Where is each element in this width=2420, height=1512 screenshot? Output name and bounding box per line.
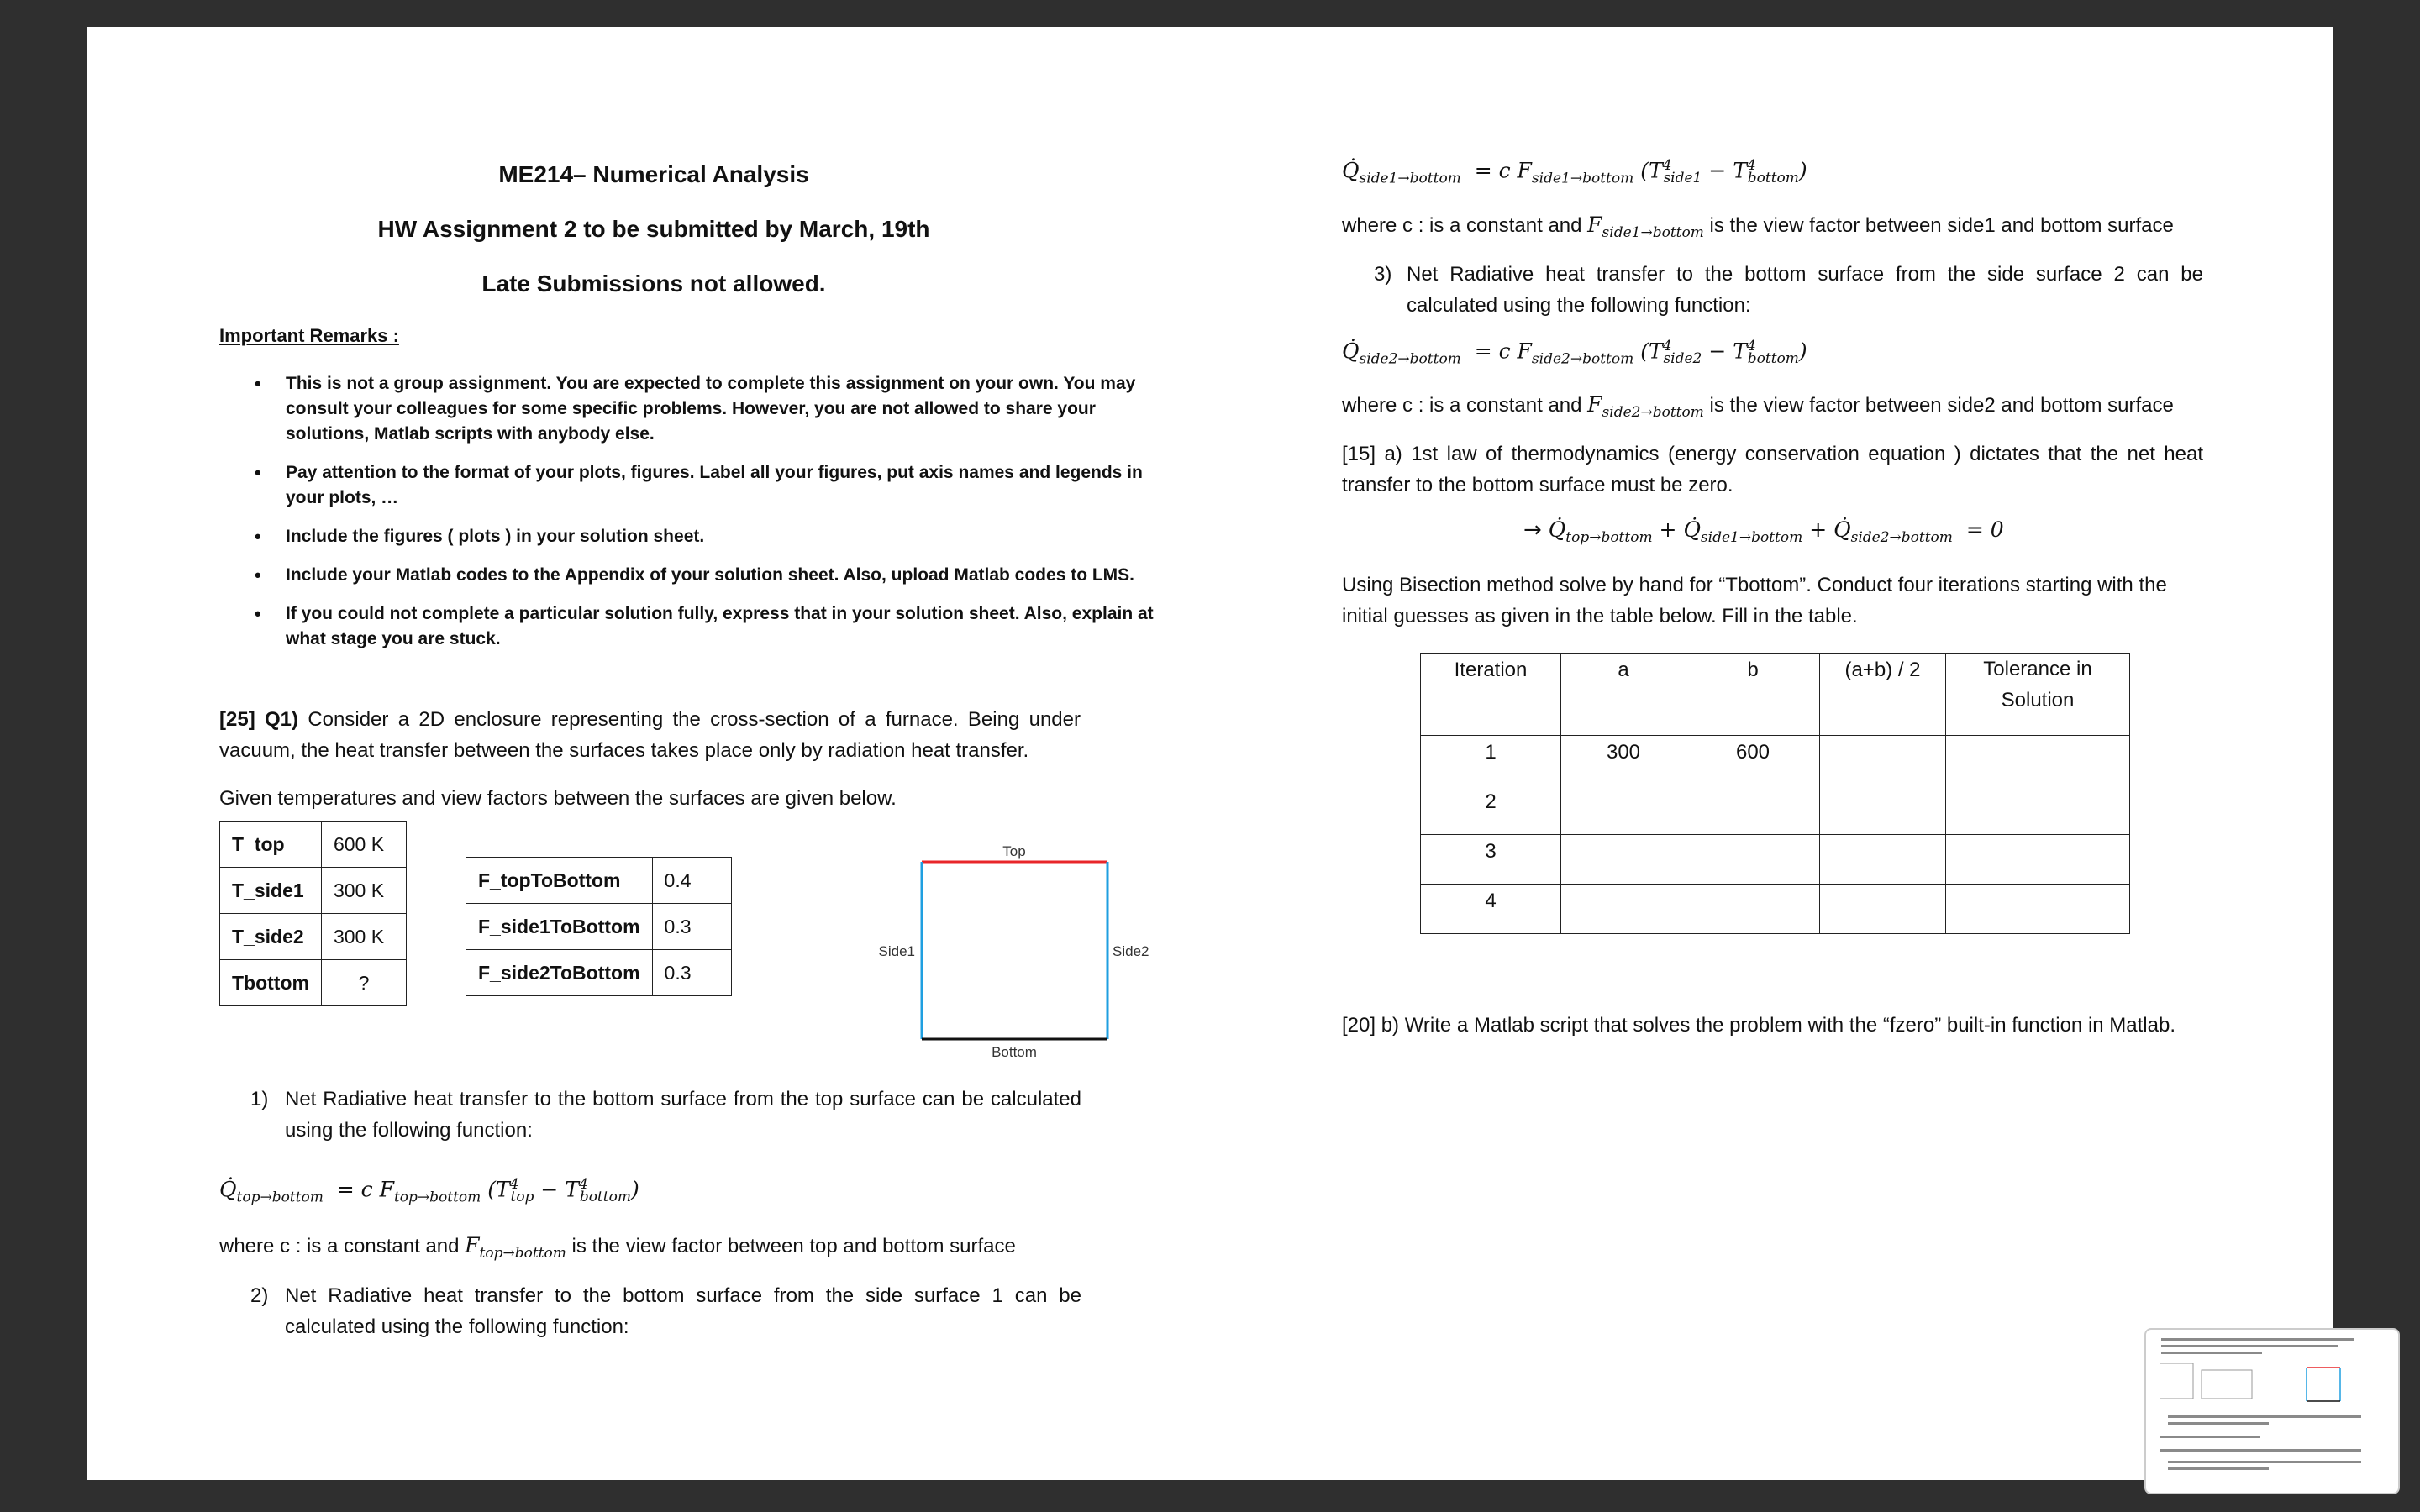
side1-label: Side1 bbox=[878, 943, 915, 959]
table-row bbox=[1421, 736, 2130, 785]
page-thumbnail[interactable] bbox=[2144, 1328, 2400, 1494]
table-cell bbox=[1561, 835, 1686, 885]
table-cell bbox=[1686, 885, 1820, 934]
item2-where: where c : is a constant and $F_{side1\to bottom}$ is the view factor between side1 and bottom surface bbox=[1342, 213, 2174, 241]
table-cell bbox=[1820, 785, 1946, 835]
energy-balance-equation: → $Q̇_{top\to bottom}$ + $Q̇_{side1\to bottom}$ + $Q̇_{side2\to bottom} = 0$ bbox=[1523, 517, 2004, 546]
table-cell bbox=[1686, 835, 1820, 885]
assignment-title: HW Assignment 2 to be submitted by March, 19th bbox=[377, 216, 930, 242]
table-cell: 3 bbox=[1421, 835, 1561, 885]
table-cell bbox=[1946, 736, 2130, 785]
column-header: Tolerance in Solution bbox=[1946, 654, 2130, 736]
temp-name: T_side2 bbox=[220, 914, 322, 960]
item2-number: 2) bbox=[250, 1284, 269, 1307]
table-row bbox=[1421, 785, 2130, 835]
part-b-text: [20] b) Write a Matlab script that solves the problem with the “fzero” built-in function in Matlab. bbox=[1342, 1014, 2175, 1037]
formula-top-bottom: $Q̇_{top\to bottom} = c$ $F_{top\to bottom}$ $(T^4_{top} - T^4_{bottom})$ bbox=[219, 1176, 639, 1206]
column-header: b bbox=[1686, 654, 1820, 736]
table-cell: 4 bbox=[1421, 885, 1561, 934]
table-cell: 600 bbox=[1686, 736, 1820, 785]
column-header: (a+b) / 2 bbox=[1820, 654, 1946, 736]
table-row bbox=[220, 914, 407, 960]
temp-value: ? bbox=[321, 960, 406, 1006]
table-cell: 2 bbox=[1421, 785, 1561, 835]
table-row bbox=[220, 960, 407, 1006]
temp-name: Tbottom bbox=[220, 960, 322, 1006]
iteration-table bbox=[1420, 653, 2130, 934]
enclosure-diagram bbox=[834, 829, 1171, 1073]
table-header-row bbox=[1421, 654, 2130, 736]
remarks-heading: Important Remarks : bbox=[219, 325, 399, 346]
item1-number: 1) bbox=[250, 1088, 269, 1110]
temp-value: 300 K bbox=[321, 914, 406, 960]
item3-where: where c : is a constant and $F_{side2\to bottom}$ is the view factor between side2 and bottom surface bbox=[1342, 392, 2174, 421]
item1-text: Net Radiative heat transfer to the bottom surface from the top surface can be calculated using the following function: bbox=[285, 1088, 1081, 1142]
temp-name: T_top bbox=[220, 822, 322, 868]
remark-item: • If you could not complete a particular solution fully, express that in your solution sheet. Also, explain at what stage you are stuck. bbox=[255, 601, 1171, 652]
item1-where: where c : is a constant and $F_{top\to bottom}$ is the view factor between top and bottom surface bbox=[219, 1233, 1016, 1262]
remark-item: • Include the figures ( plots ) in your solution sheet. bbox=[255, 524, 1171, 549]
temp-value: 600 K bbox=[321, 822, 406, 868]
late-notice: Late Submissions not allowed. bbox=[481, 270, 826, 297]
remarks-list bbox=[255, 371, 1171, 665]
view-factor-table bbox=[466, 857, 732, 996]
formula-side1-bottom: $Q̇_{side1\to bottom} = c$ $F_{side1\to bottom}$ $(T^4_{side1} - T^4_{bottom})$ bbox=[1342, 157, 1807, 187]
formula-side2-bottom: $Q̇_{side2\to bottom} = c$ $F_{side2\to bottom}$ $(T^4_{side2} - T^4_{bottom})$ bbox=[1342, 338, 1807, 368]
vf-name: F_topToBottom bbox=[466, 858, 653, 904]
given-line: Given temperatures and view factors between the surfaces are given below. bbox=[219, 787, 897, 810]
vf-name: F_side1ToBottom bbox=[466, 904, 653, 950]
table-row bbox=[220, 822, 407, 868]
vf-name: F_side2ToBottom bbox=[466, 950, 653, 996]
part-a-text: [15] a) 1st law of thermodynamics (energy conservation equation ) dictates that the net heat transfer to the bottom surface must be zero. bbox=[1342, 443, 2203, 496]
table-cell bbox=[1820, 885, 1946, 934]
item3-number: 3) bbox=[1374, 263, 1392, 286]
table-cell bbox=[1820, 736, 1946, 785]
q1-text: Consider a 2D enclosure representing the cross-section of a furnace. Being under vacuum, the heat transfer between the surfaces takes place only by radiation heat transfer. bbox=[219, 708, 1081, 762]
bottom-label: Bottom bbox=[992, 1044, 1037, 1060]
table-cell: 300 bbox=[1561, 736, 1686, 785]
thumbnail-content bbox=[2160, 1363, 2386, 1489]
table-cell bbox=[1686, 785, 1820, 835]
temp-name: T_side1 bbox=[220, 868, 322, 914]
table-row bbox=[466, 858, 732, 904]
thumbnail-preview bbox=[2161, 1338, 2354, 1362]
course-title: ME214– Numerical Analysis bbox=[498, 161, 809, 187]
vf-value: 0.3 bbox=[652, 904, 731, 950]
table-cell: 1 bbox=[1421, 736, 1561, 785]
table-row bbox=[466, 904, 732, 950]
table-cell bbox=[1946, 835, 2130, 885]
vf-value: 0.4 bbox=[652, 858, 731, 904]
temp-value: 300 K bbox=[321, 868, 406, 914]
table-cell bbox=[1561, 785, 1686, 835]
table-row bbox=[1421, 835, 2130, 885]
bisection-instructions: Using Bisection method solve by hand for “Tbottom”. Conduct four iterations starting with the initial guesses as given in the table below. Fill in the table. bbox=[1342, 574, 2167, 627]
side2-label: Side2 bbox=[1113, 943, 1150, 959]
column-header: a bbox=[1561, 654, 1686, 736]
table-cell bbox=[1561, 885, 1686, 934]
table-cell bbox=[1946, 785, 2130, 835]
remark-item: • Include your Matlab codes to the Appendix of your solution sheet. Also, upload Matlab codes to LMS. bbox=[255, 563, 1171, 588]
item2-text: Net Radiative heat transfer to the bottom surface from the side surface 1 can be calculated using the following function: bbox=[285, 1284, 1081, 1338]
top-label: Top bbox=[1002, 843, 1026, 859]
vf-value: 0.3 bbox=[652, 950, 731, 996]
table-cell bbox=[1946, 885, 2130, 934]
column-header: Iteration bbox=[1421, 654, 1561, 736]
document-page bbox=[87, 27, 2333, 1480]
remark-item: • Pay attention to the format of your plots, figures. Label all your figures, put axis names and legends in your plots, … bbox=[255, 460, 1171, 511]
q1-label: [25] Q1) bbox=[219, 708, 299, 731]
table-cell bbox=[1820, 835, 1946, 885]
table-row bbox=[466, 950, 732, 996]
temperature-table bbox=[219, 821, 407, 1006]
right-arrow-icon: → bbox=[1523, 517, 1542, 543]
q1-paragraph bbox=[219, 704, 1081, 766]
table-row bbox=[1421, 885, 2130, 934]
remark-item: • This is not a group assignment. You are expected to complete this assignment on your own. You may consult your colleagues for some specific problems. However, you are not allowed to share your solutions, Matlab scripts with anybody else. bbox=[255, 371, 1171, 447]
table-row bbox=[220, 868, 407, 914]
item3-text: Net Radiative heat transfer to the bottom surface from the side surface 2 can be calculated using the following function: bbox=[1407, 263, 2203, 317]
